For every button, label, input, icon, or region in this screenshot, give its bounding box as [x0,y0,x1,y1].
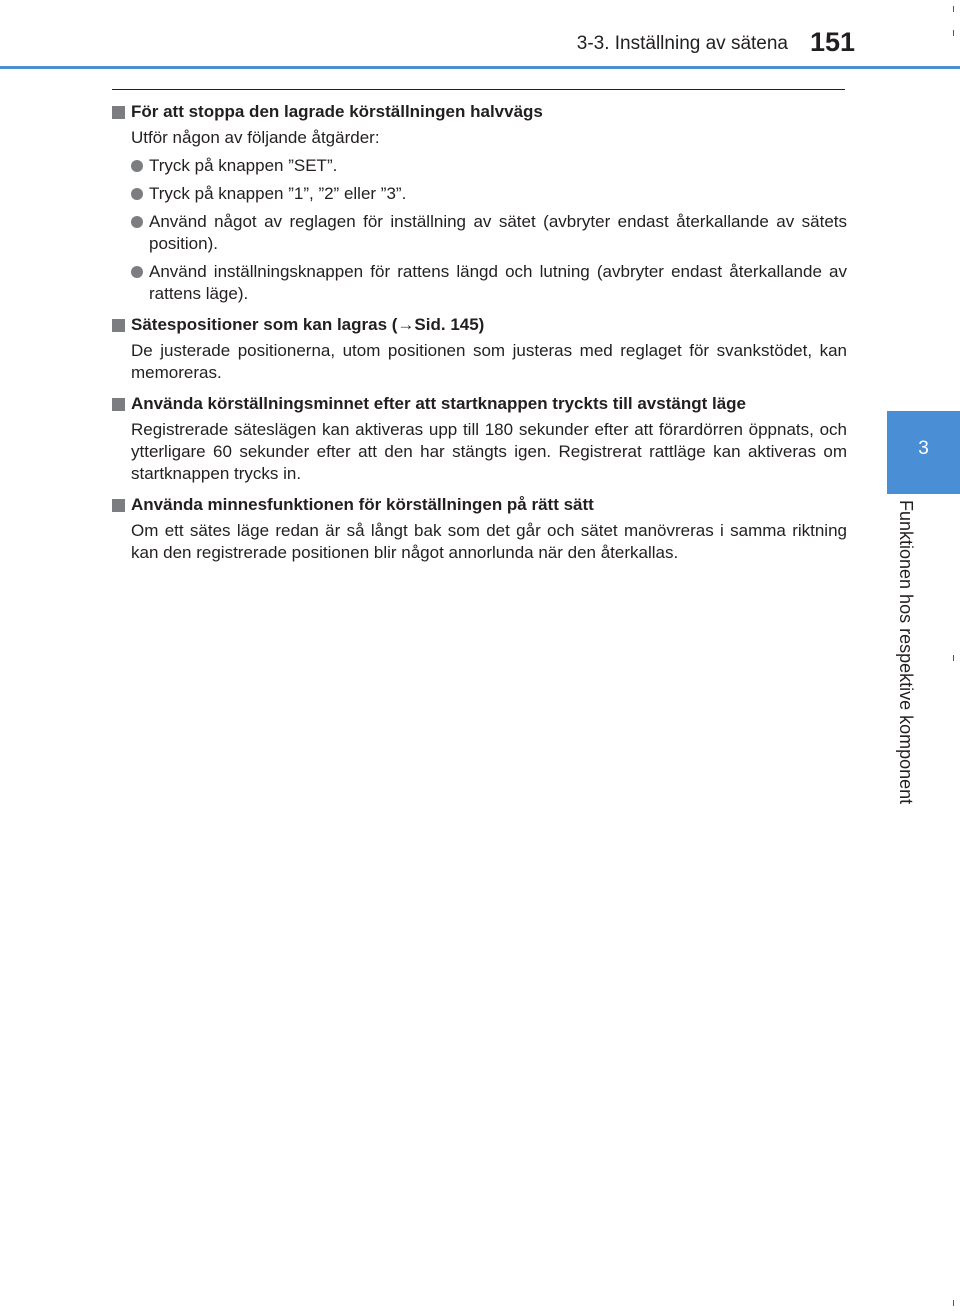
square-bullet-icon [112,398,125,411]
main-content [112,100,847,564]
section-heading-text: För att stoppa den lagrade körställningen halvvägs [131,102,543,121]
section-heading [112,493,847,517]
header-rule [0,66,960,69]
section-heading [112,313,847,337]
page-number: 151 [810,27,856,57]
chapter-tab [887,411,960,494]
section-body: Registrerade säteslägen kan aktiveras upp till 180 sekunder efter att förardörren öppnats, och ytterligare 60 sekunder efter att den har stängts igen. Registrerat rattläge kan aktiveras om startknappen trycks in. [131,420,847,483]
section-heading [112,392,847,416]
list-item [131,183,847,205]
section-body: De justerade positionerna, utom positionen som justeras med reglaget för svankstödet, kan memoreras. [131,341,847,382]
section-title: 3-3. Inställning av sätena [576,33,788,54]
list-item-text: Tryck på knappen ”1”, ”2” eller ”3”. [149,184,407,203]
section-intro: Utför någon av följande åtgärder: [131,128,380,147]
list-item [131,155,847,177]
crop-mark [953,655,954,661]
section-after-power-off [112,392,847,485]
list-item-text: Använd något av reglagen för inställning av sätet (avbryter endast återkallande av sätets position). [149,212,847,253]
section-stop-recall [112,100,847,305]
round-bullet-icon [131,188,143,200]
square-bullet-icon [112,106,125,119]
crop-mark [953,30,954,36]
section-heading-text: Använda minnesfunktionen för körställningen på rätt sätt [131,495,594,514]
section-body: Om ett sätes läge redan är så långt bak som det går och sätet manövreras i samma riktning kan den registrerade positionen blir något annorlunda när den återkallas. [131,521,847,562]
content-top-rule [112,89,845,90]
list-item-text: Tryck på knappen ”SET”. [149,156,338,175]
crop-mark [953,1300,954,1306]
square-bullet-icon [112,319,125,332]
chapter-number: 3 [918,438,929,459]
chapter-label-text: Funktionen hos respektive komponent [896,500,916,805]
list-item [131,261,847,305]
list-item [131,211,847,255]
round-bullet-icon [131,160,143,172]
section-storable-positions [112,313,847,384]
round-bullet-icon [131,266,143,278]
section-heading [112,100,847,124]
section-heading-text: Sätespositioner som kan lagras (→Sid. 145) [131,315,485,334]
chapter-label [895,500,923,830]
section-correct-use [112,493,847,564]
square-bullet-icon [112,499,125,512]
list-item-text: Använd inställningsknappen för rattens längd och lutning (avbryter endast återkallande av rattens läge). [149,262,847,303]
crop-mark [953,6,954,12]
section-heading-text: Använda körställningsminnet efter att startknappen tryckts till avstängt läge [131,394,746,413]
round-bullet-icon [131,216,143,228]
bullet-list [112,155,847,305]
